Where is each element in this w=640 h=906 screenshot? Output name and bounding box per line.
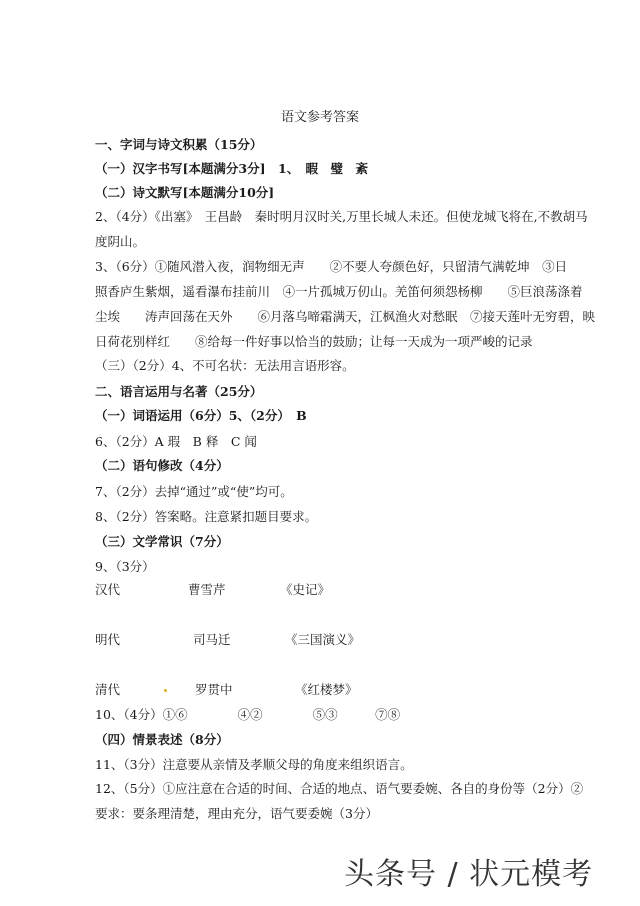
answer-line: 7、（2分）去掉“通过”或“使”均可。 (95, 484, 293, 499)
answer-line: 要求：要条理清楚，理由充分，语气要委婉（3分） (95, 806, 378, 821)
answer-line: （三）（2分）4、不可名状：无法用言语形容。 (95, 358, 355, 373)
scan-speck (164, 689, 167, 692)
answer-line: 2、（4分）《出塞》 王昌龄 秦时明月汉时关,万里长城人未还。但使龙城飞将在,不教胡马 (95, 209, 588, 224)
match-dynasty: 汉代 (95, 582, 121, 597)
match-author: 司马迁 (193, 632, 231, 647)
answer-line: 度阴山。 (95, 234, 146, 249)
subsection-heading: （二）诗文默写[本题满分10分] (95, 185, 275, 200)
answer-line: 9、（3分） (95, 559, 155, 574)
match-work: 《红楼梦》 (295, 682, 358, 697)
subsection-heading: （二）语句修改（4分） (95, 458, 229, 473)
subsection-heading: （四）情景表述（8分） (95, 732, 229, 747)
match-dynasty: 清代 (95, 682, 121, 697)
section-heading-1: 一、字词与诗文积累（15分） (95, 137, 263, 152)
answer-line: 照香庐生紫烟，遥看瀑布挂前川 ④一片孤城万仞山。羌笛何须怨杨柳 ⑤巨浪荡涤着 (95, 284, 583, 299)
match-author: 罗贯中 (195, 682, 233, 697)
answer-line: 6、（2分）A 瑕 B 释 C 闻 (95, 434, 257, 449)
subsection-heading: （一）词语运用（6分）5、（2分） B (95, 408, 307, 423)
answer-line: 10、（4分）①⑥ ④② ⑤③ ⑦⑧ (95, 707, 401, 722)
match-dynasty: 明代 (95, 632, 121, 647)
match-author: 曹雪芹 (188, 582, 226, 597)
match-work: 《三国演义》 (285, 632, 361, 647)
page-title: 语文参考答案 (280, 110, 359, 125)
answer-line: 8、（2分）答案略。注意紧扣题目要求。 (95, 509, 318, 524)
subsection-heading: （一）汉字书写[本题满分3分] 1、 暇 璧 紊 (95, 161, 368, 176)
answer-line: 日荷花别样红 ⑧给每一件好事以恰当的鼓励；让每一天成为一项严峻的记录 (95, 334, 533, 349)
section-heading-2: 二、语言运用与名著（25分） (95, 384, 263, 399)
answer-line: 3、（6分）①随风潜入夜，润物细无声 ②不要人夸颜色好，只留清气满乾坤 ③日 (95, 259, 568, 274)
watermark: 头条号 / 状元模考 (344, 857, 594, 892)
match-work: 《史记》 (280, 582, 331, 597)
answer-line: 11、（3分）注意要从亲情及孝顺父母的角度来组织语言。 (95, 757, 413, 772)
subsection-heading: （三）文学常识（7分） (95, 534, 229, 549)
answer-line: 12、（5分）①应注意在合适的时间、合适的地点、语气要委婉、各自的身份等（2分）② (95, 781, 584, 796)
answer-line: 尘埃 涛声回荡在天外 ⑥月落乌啼霜满天，江枫渔火对愁眠 ⑦接天莲叶无穷碧，映 (95, 309, 596, 324)
